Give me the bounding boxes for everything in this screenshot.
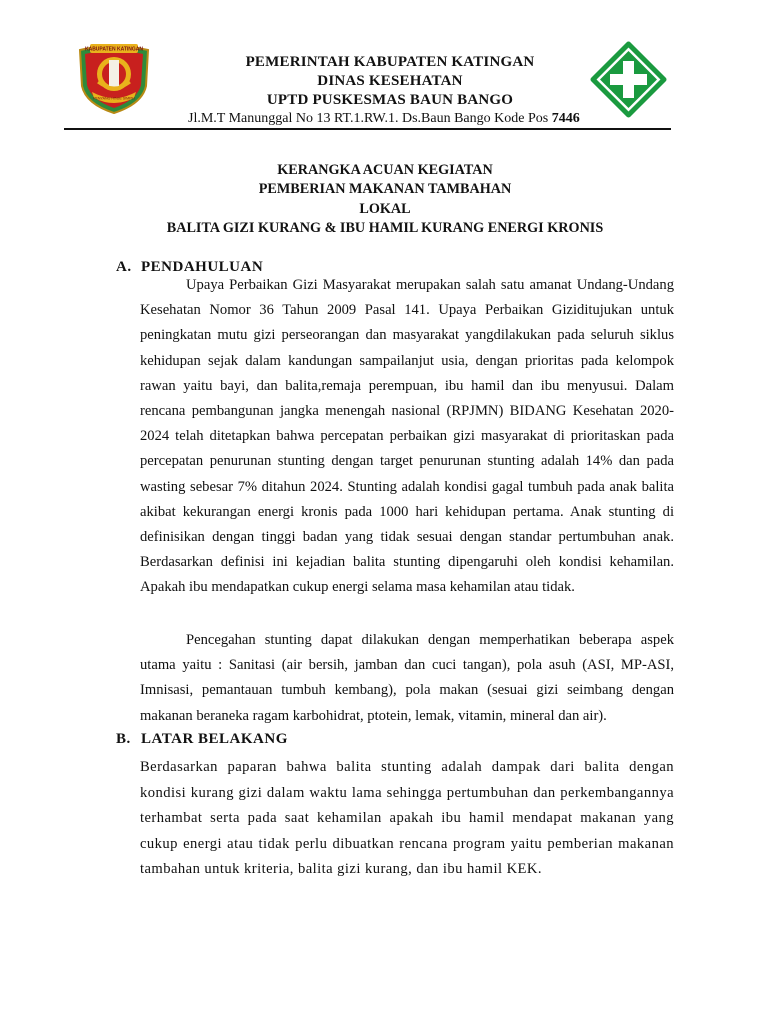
- crest-motto-text: PENYANG HINJE SIMPEI: [93, 96, 135, 101]
- letterhead-unit: UPTD PUSKESMAS BAUN BANGO: [266, 92, 514, 108]
- section-a-title: PENDAHULUAN: [141, 259, 264, 275]
- title-line-2: PEMBERIAN MAKANAN TAMBAHAN: [258, 181, 512, 198]
- katingan-crest-icon: [76, 42, 152, 114]
- title-line-1: KERANGKA ACUAN KEGIATAN: [277, 162, 493, 178]
- letterhead: [0, 0, 768, 135]
- section-b-heading: [116, 731, 288, 748]
- section-a-number: A.: [116, 259, 132, 275]
- letterhead-text: [182, 53, 598, 128]
- address-postal-code: 7446: [551, 111, 580, 126]
- section-a-paragraph-2: Pencegahan stunting dapat dilakukan dengan memperhatikan beberapa aspek utama yaitu : Sanitasi (air bersih, jamban dan cuci tangan), pola asuh (ASI, MP-ASI, Imnisasi, pemantauan tumbuh kembang), pola makan (sesuai gizi seimbang dengan makanan beraneka ragam karbohidrat, ptotein, lemak, vitamin, mineral dan air).: [140, 632, 674, 724]
- puskesmas-logo-icon: [590, 41, 667, 118]
- crest-banner-text: KABUPATEN KATINGAN: [84, 46, 144, 53]
- letterhead-divider: [64, 128, 671, 130]
- document-title: [100, 161, 670, 238]
- address-text: Jl.M.T Manunggal No 13 RT.1.RW.1. Ds.Baun Bango Kode Pos: [188, 111, 552, 126]
- section-b-title: LATAR BELAKANG: [141, 731, 288, 747]
- letterhead-government: PEMERINTAH KABUPATEN KATINGAN: [245, 54, 535, 70]
- title-line-3: LOKAL: [359, 200, 411, 217]
- title-line-4: BALITA GIZI KURANG & IBU HAMIL KURANG ENERGI KRONIS: [166, 219, 604, 236]
- section-a-paragraph-1: Upaya Perbaikan Gizi Masyarakat merupakan salah satu amanat Undang-Undang Kesehatan Nomor 36 Tahun 2009 Pasal 141. Upaya Perbaikan Giziditujukan untuk peningkatan mutu gizi perseorangan dan masyarakat yangdilakukan pada seluruh siklus kehidupan sejak dalam kandungan sampailanjut usia, dengan prioritas pada kelompok rawan yaitu bayi, dan balita,remaja perempuan, ibu hamil dan ibu menyusui. Dalam rencana pembangunan jangka menengah nasional (RPJMN) BIDANG Kesehatan 2020-2024 telah ditetapkan bahwa percepatan perbaikan gizi masyarakat di prioritaskan pada percepatan penurunan stunting dengan target penurunan stunting adalah 14% dan pada wasting sebesar 7% ditahun 2024. Stunting adalah kondisi gagal tumbuh pada anak balita akibat kekurangan energi kronis pada 1000 hari kehidupan pertama. Anak stunting di definisikan dengan tinggi badan yang tidak sesuai dengan standar pertumbuhan anak. Berdasarkan definisi ini kejadian balita stunting dipengaruhi oleh kondisi kehamilan. Apakah ibu mendapatkan cukup energi selama masa kehamilan atau tidak.: [140, 277, 674, 596]
- section-b-paragraph-1: Berdasarkan paparan bahwa balita stunting adalah dampak dari balita dengan kondisi kurang gizi dalam waktu lama sehingga pertumbuhan dan perkembangannya terhambat serta pada saat kehamilan apakah ibu hamil mendapat makanan yang cukup energi atau tidak perlu dibuatkan rencana program yaitu pemberian makanan tambahan untuk kriteria, balita gizi kurang, dan ibu hamil KEK.: [140, 759, 674, 878]
- section-b-number: B.: [116, 731, 131, 747]
- letterhead-address: [188, 110, 598, 128]
- letterhead-department: DINAS KESEHATAN: [317, 73, 463, 89]
